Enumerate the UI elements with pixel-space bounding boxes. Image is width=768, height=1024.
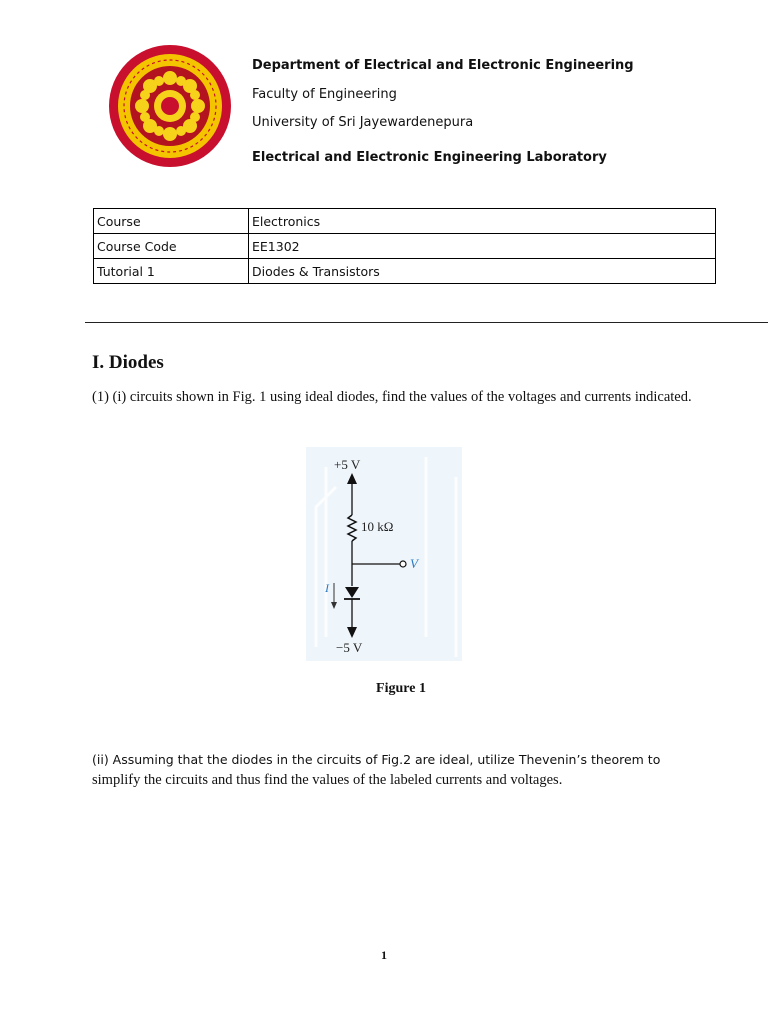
table-row xyxy=(94,259,716,284)
university-seal-logo xyxy=(108,44,232,168)
question-2-line-1: (ii) Assuming that the diodes in the circuits of Fig.2 are ideal, utilize Thevenin’s theorem to xyxy=(92,752,661,767)
question-2-text xyxy=(92,750,692,790)
section-divider xyxy=(85,322,768,323)
question-2-line-2: simplify the circuits and thus find the values of the labeled currents and voltages. xyxy=(92,772,563,788)
resistor-label: 10 kΩ xyxy=(361,519,394,534)
table-row xyxy=(94,234,716,259)
section-title: I. Diodes xyxy=(92,352,164,373)
university-name: University of Sri Jayewardenepura xyxy=(252,115,474,130)
figure-caption: Figure 1 xyxy=(376,681,426,696)
tutorial-value: Diodes & Transistors xyxy=(249,259,716,284)
page-number: 1 xyxy=(381,948,387,962)
circuit-figure-1 xyxy=(306,447,462,661)
course-label: Course xyxy=(94,209,249,234)
bottom-voltage-label: −5 V xyxy=(336,640,363,655)
output-terminal xyxy=(400,561,406,567)
course-info-table xyxy=(93,208,716,284)
lab-title: Electrical and Electronic Engineering Laboratory xyxy=(252,150,607,165)
course-code-value: EE1302 xyxy=(249,234,716,259)
current-label: I xyxy=(325,581,329,595)
table-row xyxy=(94,209,716,234)
output-voltage-label: V xyxy=(410,556,418,571)
faculty-name: Faculty of Engineering xyxy=(252,87,397,102)
course-code-label: Course Code xyxy=(94,234,249,259)
top-voltage-label: +5 V xyxy=(334,457,361,472)
course-value: Electronics xyxy=(249,209,716,234)
department-title: Department of Electrical and Electronic Engineering xyxy=(252,58,634,73)
tutorial-label: Tutorial 1 xyxy=(94,259,249,284)
question-1-text: (1) (i) circuits shown in Fig. 1 using ideal diodes, find the values of the voltages and currents indicated. xyxy=(92,389,692,405)
